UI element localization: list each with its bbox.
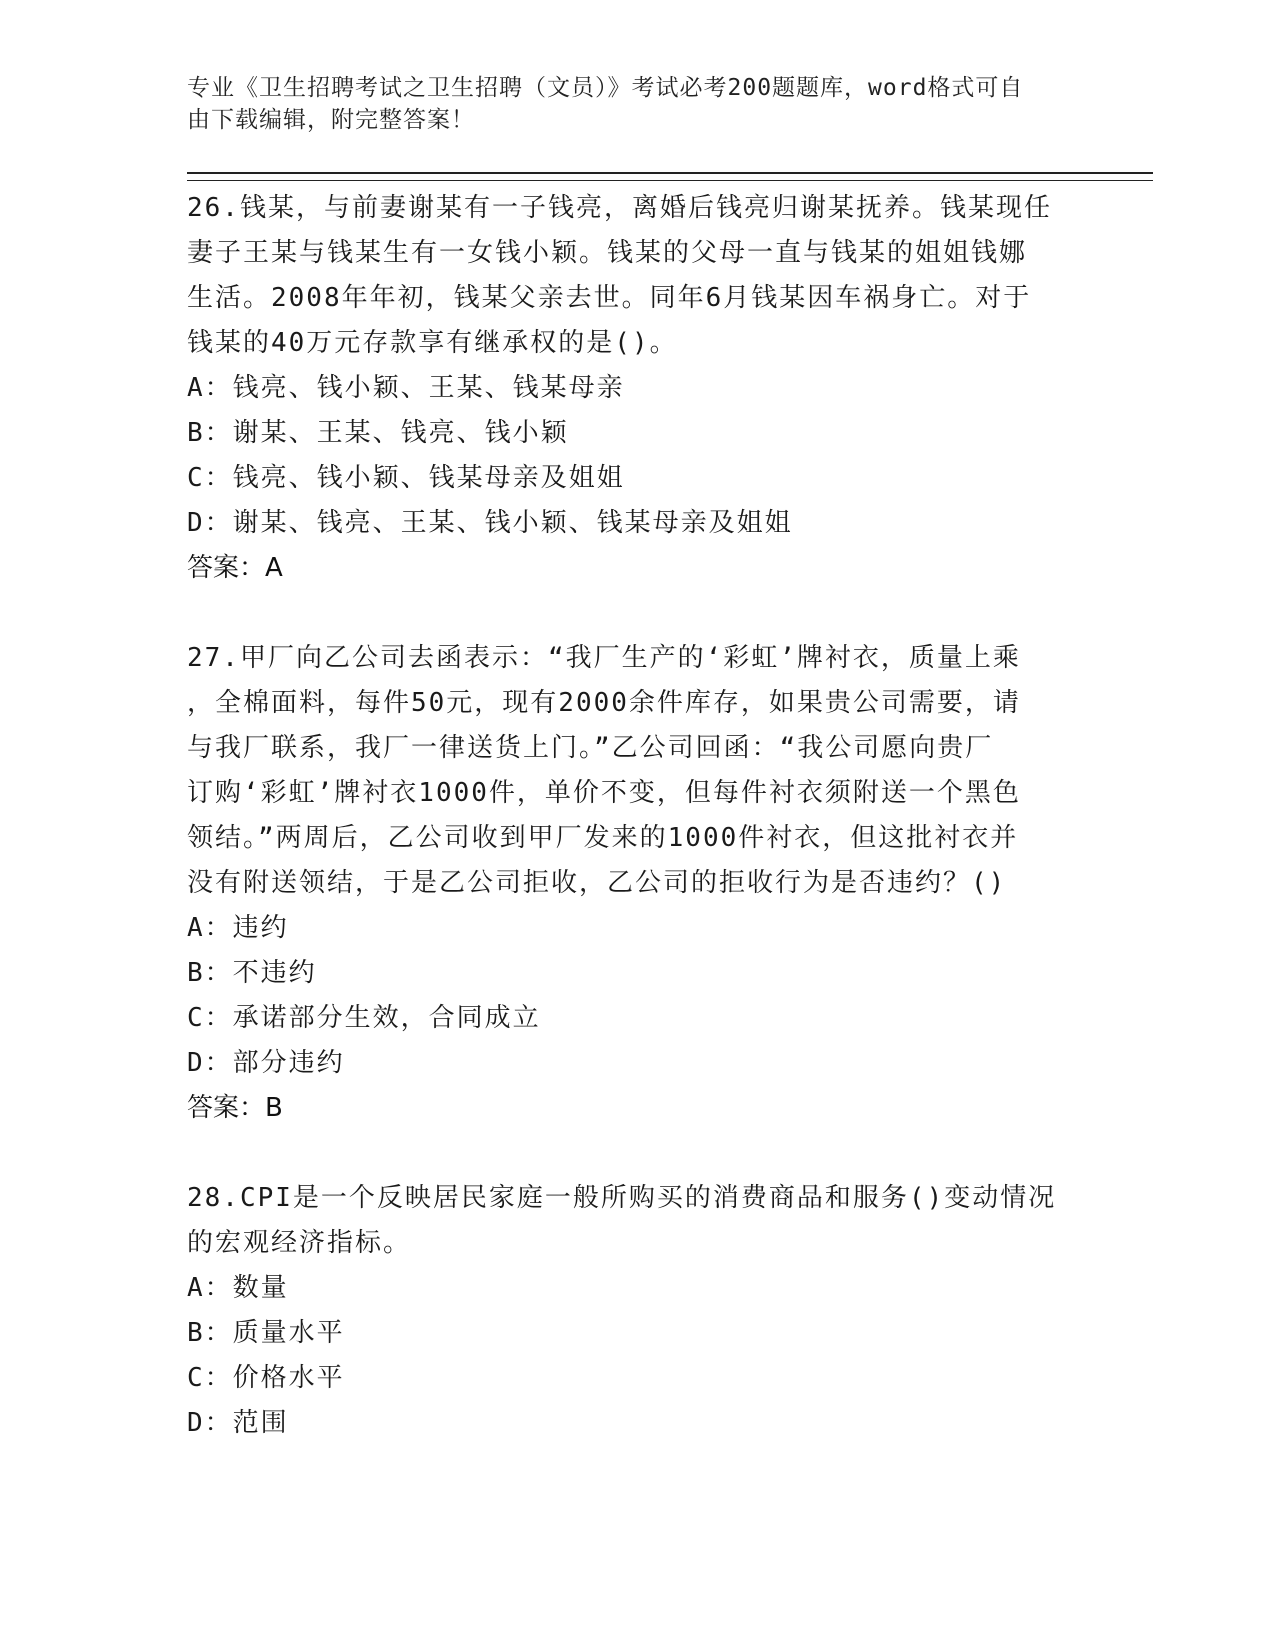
- option-a: A：数量: [187, 1273, 289, 1303]
- document-header: [187, 72, 1067, 136]
- question-stem-line: 26.钱某，与前妻谢某有一子钱亮，离婚后钱亮归谢某抚养。钱某现任: [187, 193, 1052, 223]
- question-stem-line: 28.CPI是一个反映居民家庭一般所购买的消费商品和服务()变动情况: [187, 1183, 1057, 1213]
- question-stem-line: 订购‘彩虹’牌衬衣1000件，单价不变，但每件衬衣须附送一个黑色: [187, 778, 1021, 808]
- option-d: D：部分违约: [187, 1048, 345, 1078]
- header-divider-thick: [187, 172, 1153, 174]
- question-28: [187, 1176, 1087, 1446]
- question-stem-line: 领结。”两周后，乙公司收到甲厂发来的1000件衬衣，但这批衬衣并: [187, 823, 1019, 853]
- question-stem-line: 妻子王某与钱某生有一女钱小颖。钱某的父母一直与钱某的姐姐钱娜: [187, 238, 1028, 268]
- answer-label: 答案：A: [187, 553, 283, 583]
- question-stem-line: 27.甲厂向乙公司去函表示：“我厂生产的‘彩虹’牌衬衣，质量上乘: [187, 643, 1021, 673]
- answer-label: 答案：B: [187, 1093, 283, 1123]
- question-spacer: [187, 591, 1087, 636]
- option-d: D：谢某、钱亮、王某、钱小颖、钱某母亲及姐姐: [187, 508, 793, 538]
- option-b: B：质量水平: [187, 1318, 345, 1348]
- question-27: [187, 636, 1087, 1131]
- question-stem-line: 钱某的40万元存款享有继承权的是()。: [187, 328, 678, 358]
- option-d: D：范围: [187, 1408, 289, 1438]
- question-stem-line: 与我厂联系，我厂一律送货上门。”乙公司回函：“我公司愿向贵厂: [187, 733, 994, 763]
- header-line-1: 专业《卫生招聘考试之卫生招聘（文员）》考试必考200题题库，word格式可自: [187, 75, 1024, 101]
- question-stem-line: ，全棉面料，每件50元，现有2000余件库存，如果贵公司需要，请: [187, 688, 1021, 718]
- option-c: C：价格水平: [187, 1363, 345, 1393]
- header-line-2: 由下载编辑，附完整答案！: [187, 107, 475, 133]
- question-stem-line: 生活。2008年年初，钱某父亲去世。同年6月钱某因车祸身亡。对于: [187, 283, 1032, 313]
- option-a: A：钱亮、钱小颖、王某、钱某母亲: [187, 373, 625, 403]
- header-divider-thin: [187, 180, 1153, 181]
- option-b: B：谢某、王某、钱亮、钱小颖: [187, 418, 569, 448]
- question-26: [187, 186, 1087, 591]
- question-list: [187, 186, 1087, 1446]
- question-spacer: [187, 1131, 1087, 1176]
- question-stem-line: 没有附送领结，于是乙公司拒收，乙公司的拒收行为是否违约？(): [187, 868, 1007, 898]
- option-c: C：承诺部分生效，合同成立: [187, 1003, 541, 1033]
- option-b: B：不违约: [187, 958, 317, 988]
- question-stem-line: 的宏观经济指标。: [187, 1228, 412, 1258]
- option-c: C：钱亮、钱小颖、钱某母亲及姐姐: [187, 463, 625, 493]
- option-a: A：违约: [187, 913, 289, 943]
